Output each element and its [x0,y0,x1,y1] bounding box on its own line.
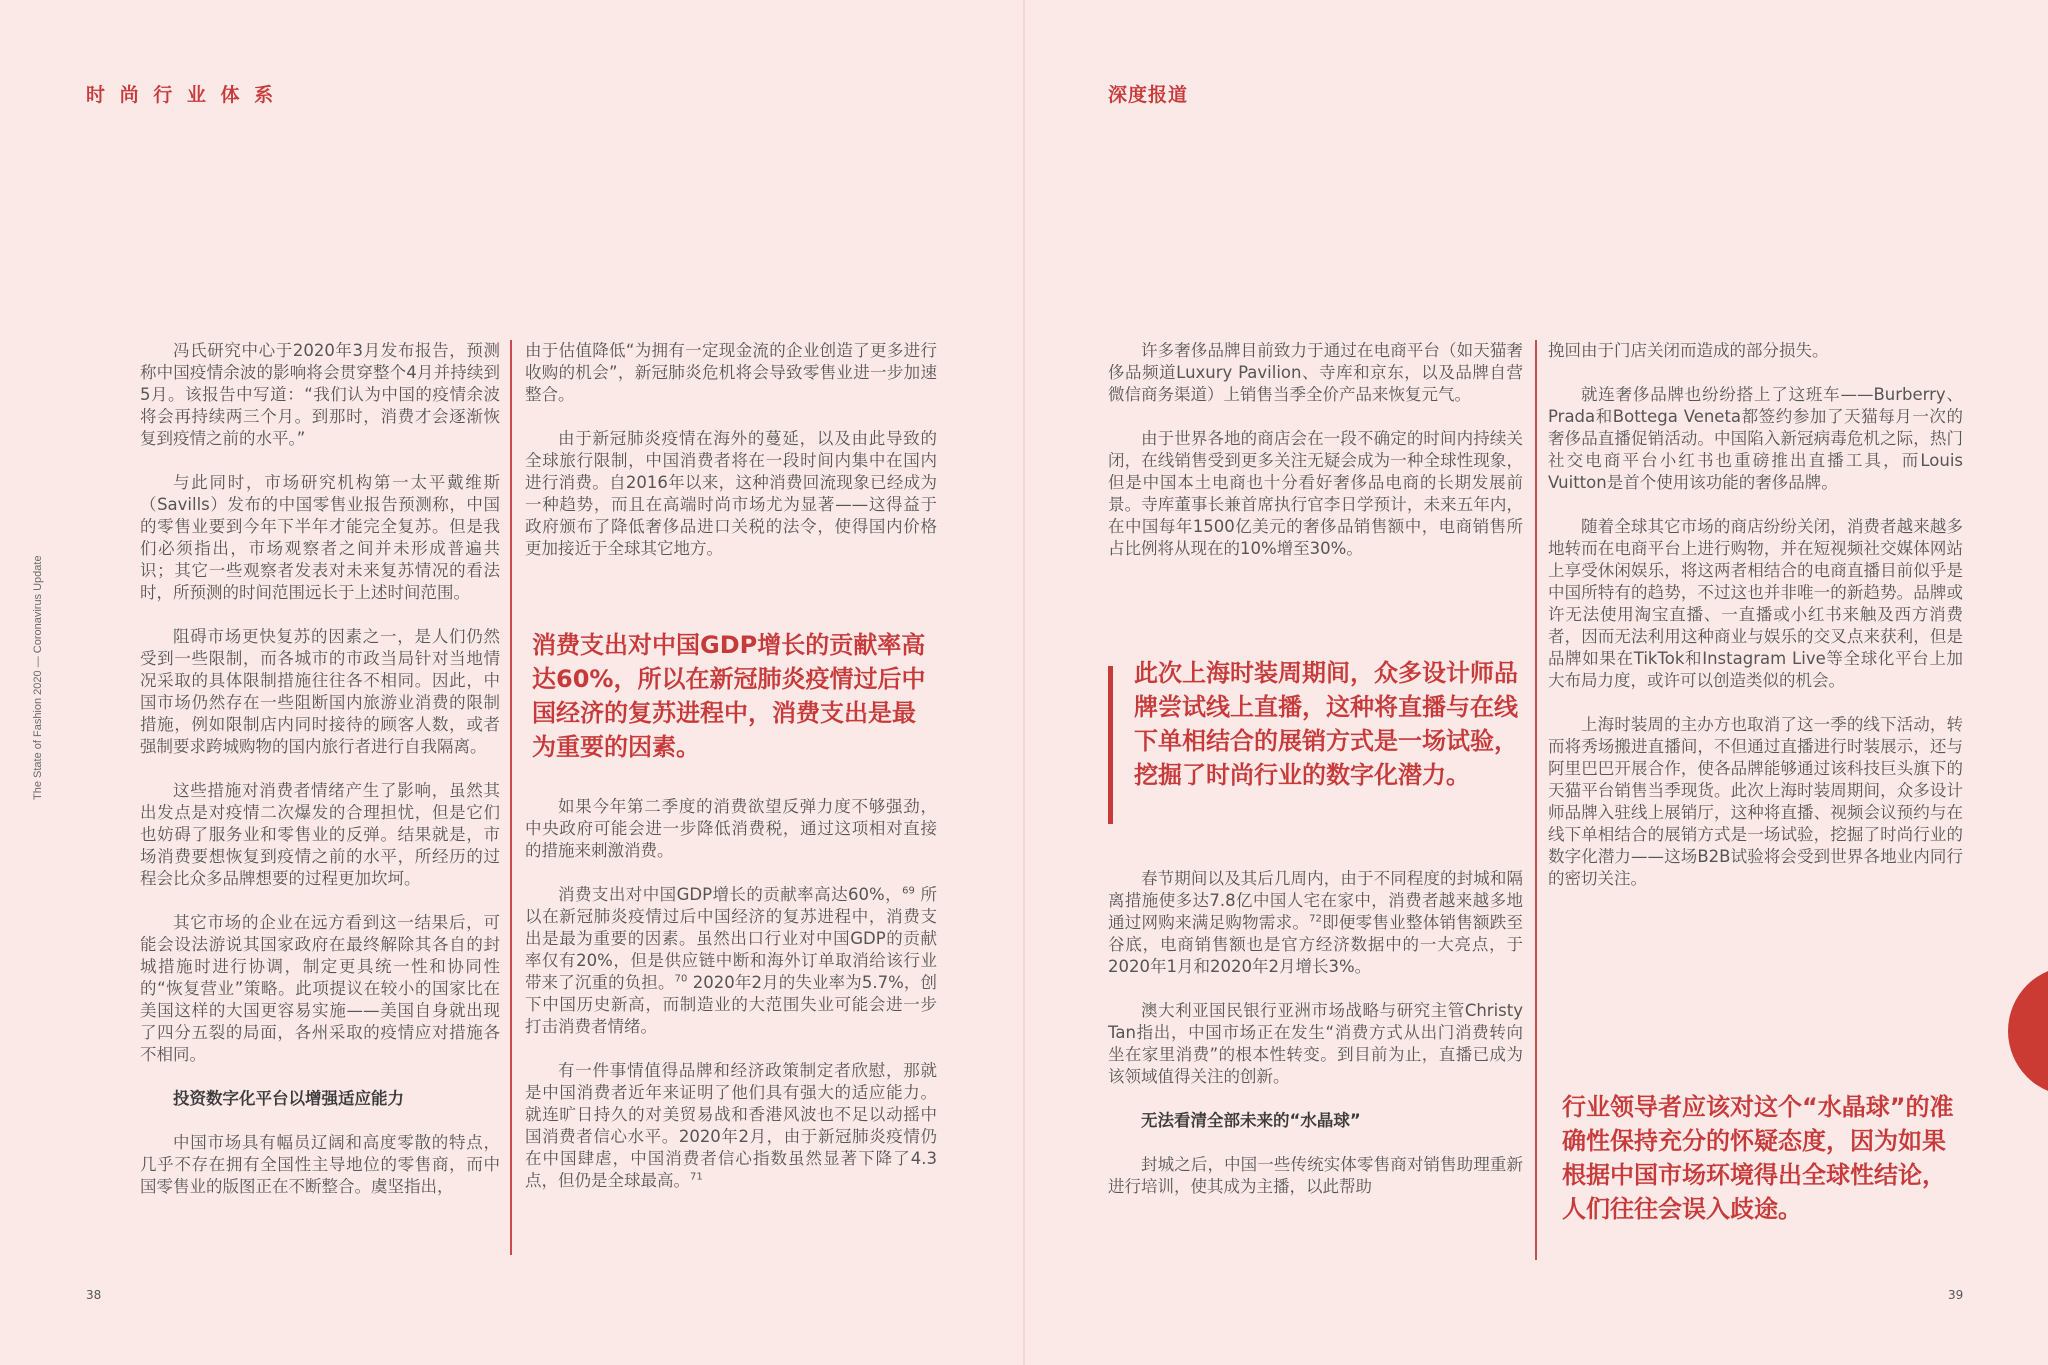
right-pull-quote-1: 此次上海时装周期间，众多设计师品牌尝试线上直播，这种将直播与在线下单相结合的展销方式是一场试验，挖掘了时尚行业的数字化潜力。 [1134,659,1518,789]
footnote-ref: 72 [1309,913,1322,925]
paragraph [525,1060,937,1192]
text-run: 有一件事情值得品牌和经济政策制定者欣慰，那就是中国消费者近年来证明了他们具有强大的适应能力。就连旷日持久的对美贸易战和香港风波也不足以动摇中国消费者信心水平。2020年2月，由于新冠肺炎疫情仍在中国肆虐，中国消费者信心指数虽然显著下降了4.3点，但仍是全球最高。 [525,1061,937,1190]
left-column-1 [140,340,500,1198]
text-run: 所以在新冠肺炎疫情过后中国经济的复苏进程中，消费支出是最为重要的因素。虽然出口行业对中国GDP的贡献率仅有20%，但是供应链中断和海外订单取消给该行业带来了沉重的负担。 [525,885,937,992]
paragraph: 阻碍市场更快复苏的因素之一，是人们仍然受到一些限制，而各城市的市政当局针对当地情况采取的具体限制措施往往各不相同。因此，中国市场仍然存在一些阻断国内旅游业消费的限制措施，例如限制店内同时接待的顾客人数，或者强制要求跨城购物的国内旅行者进行自我隔离。 [140,627,500,756]
paragraph [1108,868,1523,978]
left-column-2-top [525,340,937,582]
paragraph: 由于估值降低“为拥有一定现金流的企业创造了更多进行收购的机会”，新冠肺炎危机将会导致零售业进一步加速整合。 [525,341,937,404]
right-column-2 [1548,340,1963,912]
text-run: 2020年2月的失业率为5.7%，创下中国历史新高，而制造业的大范围失业可能会进一步打击消费者情绪。 [525,973,938,1036]
left-pull-quote: 消费支出对中国GDP增长的贡献率高达60%，所以在新冠肺炎疫情过后中国经济的复苏进程中，消费支出是最为重要的因素。 [532,631,926,761]
paragraph: 上海时装周的主办方也取消了这一季的线下活动，转而将秀场搬进直播间，不但通过直播进行时装展示，还与阿里巴巴开展合作，使各品牌能够通过该科技巨头旗下的天猫平台销售当季现货。此次上海时装周期间，众多设计师品牌入驻线上展销厅，这种将直播、视频会议预约与在线下单相结合的展销方式是一场试验，挖掘了时尚行业的数字化潜力——这场B2B试验将会受到世界各地业内同行的密切关注。 [1548,715,1963,888]
paragraph: 这些措施对消费者情绪产生了影响，虽然其出发点是对疫情二次爆发的合理担忧，但是它们也妨碍了服务业和零售业的反弹。结果就是，市场消费要想恢复到疫情之前的水平，所经历的过程会比众多品牌想要的过程更加坎坷。 [140,781,500,888]
paragraph: 冯氏研究中心于2020年3月发布报告，预测称中国疫情余波的影响将会贯穿整个4月并持续到5月。该报告中写道：“我们认为中国的疫情余波将会再持续两三个月。到那时，消费才会逐渐恢复到疫情之前的水平。” [140,341,500,448]
right-page-number: 39 [1948,1288,1964,1302]
left-page-number: 38 [86,1288,102,1302]
paragraph: 中国市场具有幅员辽阔和高度零散的特点，几乎不存在拥有全国性主导地位的零售商，而中国零售业的版图正在不断整合。虞坚指出， [140,1133,500,1196]
text-run: 消费支出对中国GDP增长的贡献率高达60%， [558,885,903,904]
column-divider [510,340,512,1255]
left-column-2-bottom [525,796,937,1192]
text-run: 即便零售业整体销售额跌至谷底，电商销售额也是官方经济数据中的一大亮点，于2020年1月和2020年2月增长3%。 [1108,913,1524,976]
right-pull-quote-2: 行业领导者应该对这个“水晶球”的准确性保持充分的怀疑态度，因为如果根据中国市场环境得出全球性结论，人们往往会误入歧途。 [1562,1093,1954,1223]
paragraph: 封城之后，中国一些传统实体零售商对销售助理重新进行培训，使其成为主播，以此帮助 [1108,1155,1523,1196]
right-column-1-top [1108,340,1523,582]
subheading: 无法看清全部未来的“水晶球” [1141,1111,1361,1130]
subheading: 投资数字化平台以增强适应能力 [173,1089,404,1108]
paragraph: 挽回由于门店关闭而造成的部分损失。 [1548,341,1829,360]
pull-quote-bar [1108,666,1113,824]
footnote-ref: 69 [902,885,915,897]
footnote-ref: 70 [674,973,688,985]
paragraph: 由于世界各地的商店会在一段不确定的时间内持续关闭，在线销售受到更多关注无疑会成为一种全球性现象，但是中国本土电商也十分看好奢侈品电商的长期发展前景。寺库董事长兼首席执行官李日学预计，未来五年内，在中国每年1500亿美元的奢侈品销售额中，电商销售所占比例将从现在的10%增至30%。 [1108,429,1523,558]
text-run: 春节期间以及其后几周内，由于不同程度的封城和隔离措施使多达7.8亿中国人宅在家中，消费者越来越多地通过网购来满足购物需求。 [1108,869,1523,932]
footnote-ref: 71 [690,1171,703,1183]
publication-vertical-text: The State of Fashion 2020 — Coronavirus Update [32,555,44,800]
paragraph: 其它市场的企业在远方看到这一结果后，可能会设法游说其国家政府在最终解除其各自的封城措施时进行协调，制定更具统一性和协同性的“恢复营业”策略。此项提议在较小的国家比在美国这样的大国更容易实施——美国自身就出现了四分五裂的局面，各州采取的疫情应对措施各不相同。 [140,913,500,1064]
paragraph: 澳大利亚国民银行亚洲市场战略与研究主管Christy Tan指出，中国市场正在发生“消费方式从出门消费转向坐在家里消费”的根本性转变。到目前为止，直播已成为该领域值得关注的创新。 [1108,1001,1523,1086]
column-divider [1535,340,1537,1260]
paragraph: 与此同时，市场研究机构第一太平戴维斯（Savills）发布的中国零售业报告预测称，中国的零售业要到今年下半年才能完全复苏。但是我们必须指出，市场观察者之间并未形成普遍共识；其它一些观察者发表对未来复苏情况的看法时，所预测的时间范围远长于上述时间范围。 [140,473,500,602]
right-section-label: 深度报道 [1108,84,1189,106]
paragraph: 随着全球其它市场的商店纷纷关闭，消费者越来越多地转而在电商平台上进行购物，并在短视频社交媒体网站上享受休闲娱乐，将这两者相结合的电商直播目前似乎是中国所特有的趋势，不过这也并非唯一的新趋势。品牌或许无法使用淘宝直播、一直播或小红书来触及西方消费者，因而无法利用这种商业与娱乐的交叉点来获利，但是品牌如果在TikTok和Instagram Live等全球化平台上加大布局力度，或许可以创造类似的机会。 [1548,517,1963,690]
paragraph: 就连奢侈品牌也纷纷搭上了这班车——Burberry、Prada和Bottega Veneta都签约参加了天猫每月一次的奢侈品直播促销活动。中国陷入新冠病毒危机之际，热门社交电商平台小红书也重磅推出直播工具，而Louis Vuitton是首个使用该功能的奢侈品牌。 [1548,385,1963,492]
paragraph: 许多奢侈品牌目前致力于通过在电商平台（如天猫奢侈品频道Luxury Pavilion、寺库和京东，以及品牌自营微信商务渠道）上销售当季全价产品来恢复元气。 [1108,341,1523,404]
paragraph [525,884,937,1038]
paragraph: 如果今年第二季度的消费欲望反弹力度不够强劲，中央政府可能会进一步降低消费税，通过这项相对直接的措施来刺激消费。 [525,797,937,860]
left-section-label: 时 尚 行 业 体 系 [86,84,278,106]
paragraph: 由于新冠肺炎疫情在海外的蔓延，以及由此导致的全球旅行限制，中国消费者将在一段时间内集中在国内进行消费。自2016年以来，这种消费回流现象已经成为一种趋势，而且在高端时尚市场尤为显著——这得益于政府颁布了降低奢侈品进口关税的法令，使得国内价格更加接近于全球其它地方。 [525,429,937,558]
right-column-1-bottom [1108,868,1523,1198]
